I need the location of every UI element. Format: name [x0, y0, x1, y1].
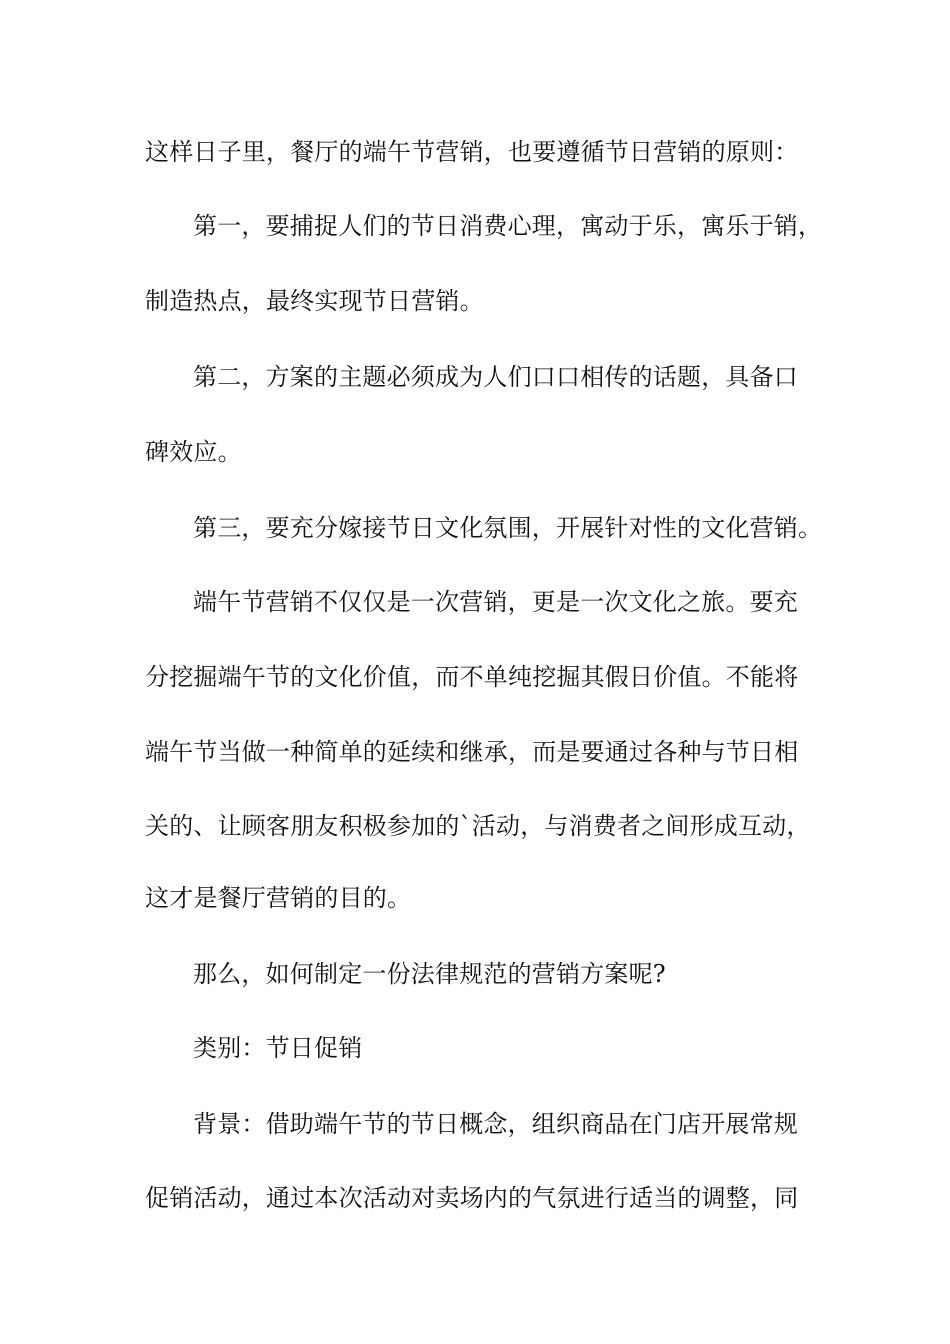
text-line: 这样日子里，餐厅的端午节营销，也要遵循节日营销的原则：	[145, 138, 799, 166]
text-line: 碑效应。	[145, 438, 242, 466]
text-line: 第二，方案的主题必须成为人们口口相传的话题，具备口	[193, 363, 798, 391]
text-line: 那么，如何制定一份法律规范的营销方案呢?	[193, 960, 666, 988]
text-line: 类别：节日促销	[193, 1034, 363, 1062]
text-line: 第一，要捕捉人们的节日消费心理，寓动于乐，寓乐于销，	[193, 212, 823, 240]
text-line: 关的、让顾客朋友积极参加的`活动，与消费者之间形成互动，	[145, 812, 811, 840]
text-line: 背景：借助端午节的节日概念，组织商品在门店开展常规	[193, 1110, 798, 1138]
text-line: 端午节当做一种简单的延续和继承，而是要通过各种与节日相	[145, 738, 799, 766]
text-line: 第三，要充分嫁接节日文化氛围，开展针对性的文化营销。	[193, 514, 823, 542]
text-line: 端午节营销不仅仅是一次营销，更是一次文化之旅。要充	[193, 588, 798, 616]
text-line: 分挖掘端午节的文化价值，而不单纯挖掘其假日价值。不能将	[145, 663, 799, 691]
text-line: 这才是餐厅营销的目的。	[145, 884, 412, 912]
text-line: 制造热点，最终实现节日营销。	[145, 287, 484, 315]
text-line: 促销活动，通过本次活动对卖场内的气氛进行适当的调整，同	[145, 1184, 799, 1212]
